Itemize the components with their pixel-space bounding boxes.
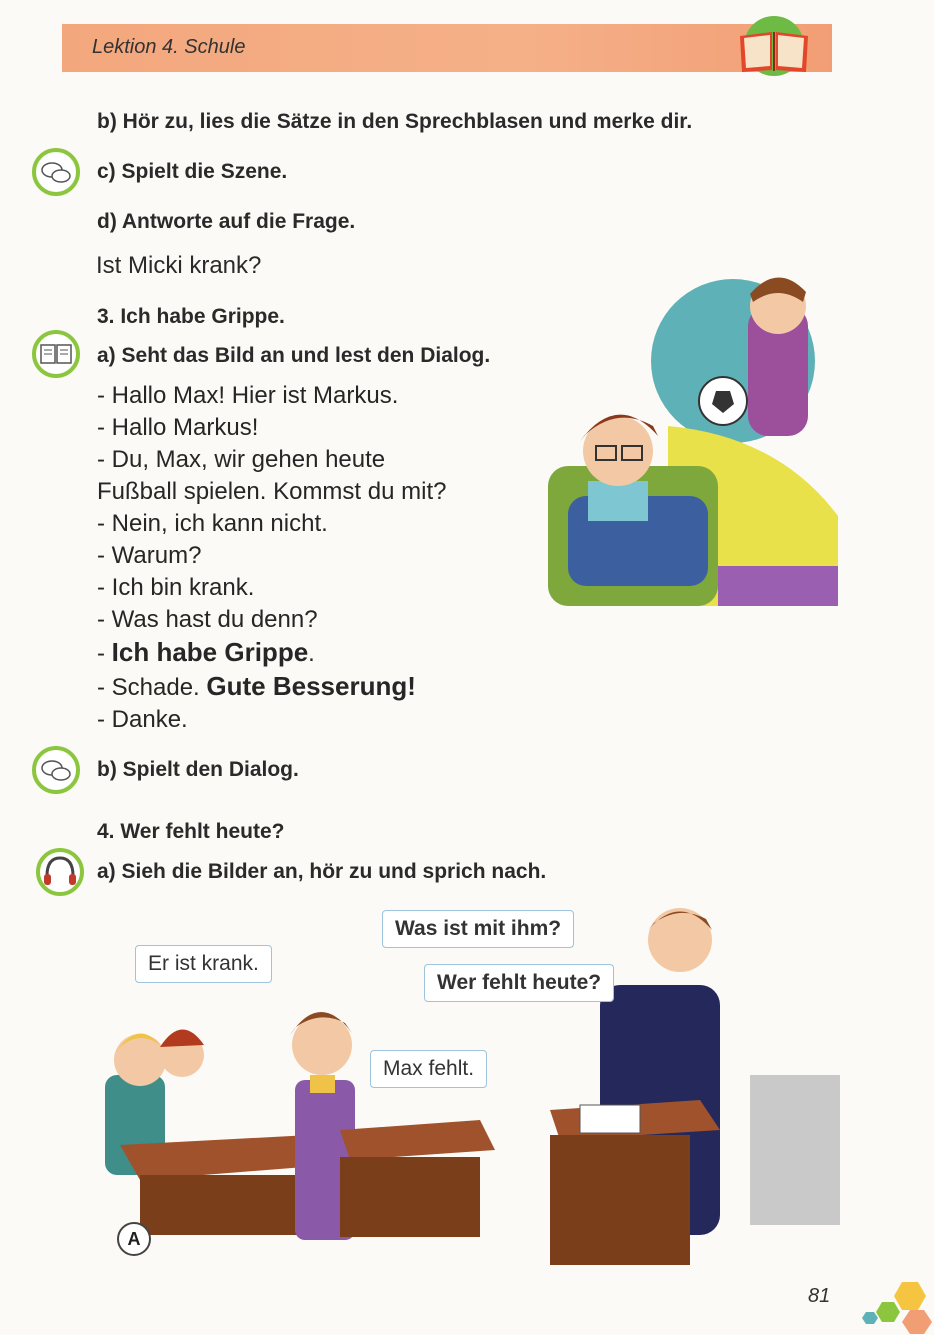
dialog-text: - Schade. — [97, 674, 207, 701]
dialog-line: - Warum? — [97, 542, 202, 569]
headphones-icon — [36, 848, 84, 896]
dialog-bold-phrase: Gute Besserung! — [206, 671, 416, 701]
dialog-line: - Nein, ich kann nicht. — [97, 510, 328, 537]
question-text: Ist Micki krank? — [96, 252, 262, 279]
book-icon — [732, 14, 816, 78]
dialog-line — [97, 670, 446, 704]
dialog-period: . — [308, 640, 315, 667]
dialog-line: Fußball spielen. Kommst du mit? — [97, 478, 447, 505]
instruction-4a: a) Sieh die Bilder an, hör zu und sprich nach. — [97, 860, 547, 883]
header-title: Lektion 4. Schule — [92, 36, 246, 58]
dialog-line: - Hallo Markus! — [97, 414, 259, 441]
dialog-line: - Ich bin krank. — [97, 574, 255, 601]
reading-book-icon — [32, 330, 80, 378]
hexagon-decoration — [862, 1272, 934, 1335]
dialog-line: - Was hast du denn? — [97, 606, 318, 633]
speech-bubble-was-ist-mit-ihm: Was ist mit ihm? — [382, 910, 574, 948]
dialog-line: - Du, Max, wir gehen heute — [97, 446, 386, 473]
instruction-b-listen: b) Hör zu, lies die Sätze in den Sprechblasen und merke dir. — [97, 110, 693, 133]
dialog-bold-phrase: Ich habe Grippe — [111, 637, 309, 667]
picture-label-a: A — [117, 1222, 151, 1256]
dialog-line: - Hallo Max! Hier ist Markus. — [97, 382, 399, 409]
exercise-3-title: 3. Ich habe Grippe. — [97, 305, 285, 328]
speech-bubble-er-ist-krank: Er ist krank. — [135, 945, 272, 983]
instruction-c-play: c) Spielt die Szene. — [97, 160, 288, 183]
instruction-3b: b) Spielt den Dialog. — [97, 758, 299, 781]
dialog-line: - Danke. — [97, 706, 188, 733]
page-number: 81 — [808, 1285, 831, 1307]
speech-bubble-wer-fehlt-heute: Wer fehlt heute? — [424, 964, 614, 1002]
speech-bubbles-icon — [32, 746, 80, 794]
instruction-3a: a) Seht das Bild an und lest den Dialog. — [97, 344, 491, 367]
instruction-d-answer: d) Antworte auf die Frage. — [97, 210, 356, 233]
exercise-4-title: 4. Wer fehlt heute? — [97, 820, 285, 843]
dialog-line — [97, 636, 446, 670]
speech-bubble-max-fehlt: Max fehlt. — [370, 1050, 487, 1088]
speech-bubbles-icon — [32, 148, 80, 196]
illustration-phone-call — [548, 266, 838, 606]
dialog — [97, 380, 446, 736]
dialog-dash: - — [97, 640, 112, 667]
